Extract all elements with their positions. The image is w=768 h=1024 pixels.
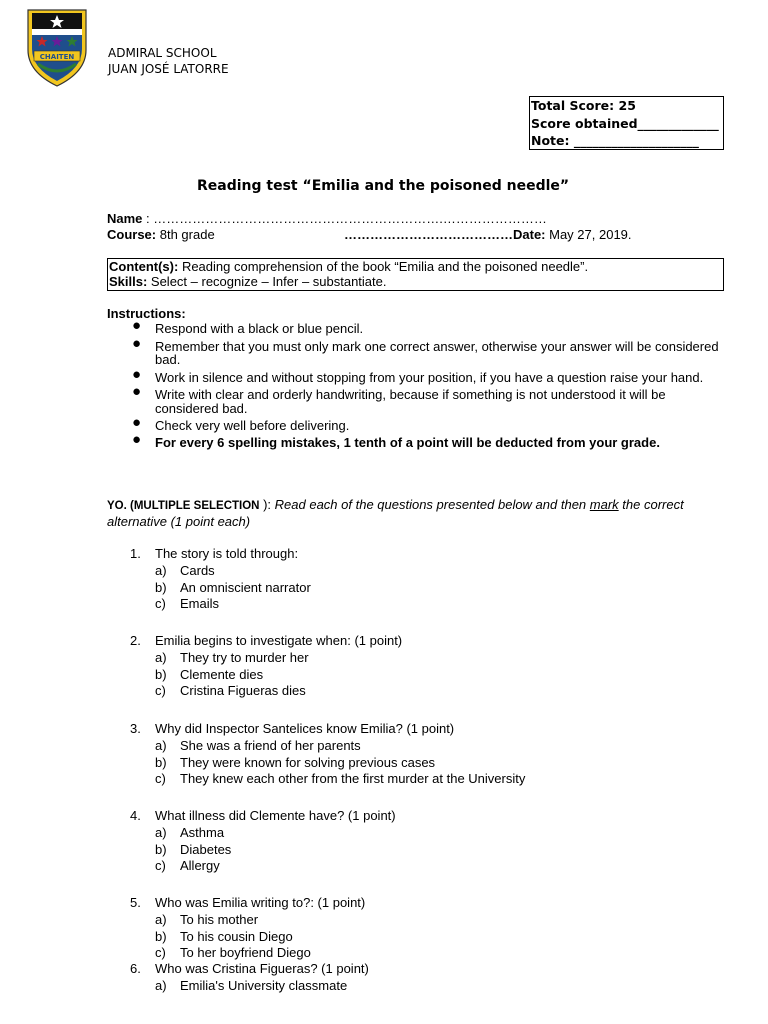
school-name-line1: ADMIRAL SCHOOL [108,46,217,60]
answer-option[interactable] [155,771,525,788]
answer-option[interactable] [155,842,231,859]
bullet-icon: ● [132,317,142,334]
option-letter: b) [155,579,167,595]
skills-value: Select – recognize – Infer – substantiate. [147,274,387,289]
answer-option[interactable] [155,978,347,995]
instruction-item [130,334,720,367]
option-text: Asthma [180,824,225,840]
content-skills-box [107,258,724,291]
course-value: 8th grade [156,227,215,242]
bullet-icon: ● [132,365,142,383]
answer-option[interactable] [155,755,435,772]
instruction-text: Respond with a black or blue pencil. [155,321,364,336]
section-label: YO. (MULTIPLE SELECTION [107,500,260,512]
option-text: They try to murder her [180,649,309,665]
question-number: 4. [130,808,141,823]
section-text-before: Read each of the questions presented below and then [274,497,590,512]
instruction-item [130,365,720,385]
answer-option[interactable] [155,667,263,684]
option-text: Emilia's University classmate [180,977,348,993]
option-text: Clemente dies [180,666,264,682]
contents-label: Content(s): [109,259,179,274]
option-letter: a) [155,824,167,840]
option-letter: a) [155,649,167,665]
option-text: To his cousin Diego [180,928,293,944]
option-letter: b) [155,841,167,857]
school-crest-logo [24,6,90,88]
bullet-icon: ● [132,430,142,448]
instruction-text: Work in silence and without stopping from your position, if you have a question raise your hand. [155,369,704,385]
name-row[interactable] [107,211,547,226]
test-title-text: Reading test “Emilia and the poisoned needle” [197,178,570,194]
option-text: Cards [180,562,215,578]
skills-line [108,274,723,289]
option-letter: b) [155,928,167,944]
option-letter: a) [155,562,167,578]
option-text: Emails [180,596,220,612]
date-dots: ………………………………… [344,227,513,242]
question-text: What illness did Clemente have? (1 point) [155,808,396,823]
answer-option[interactable] [155,825,224,842]
option-letter: b) [155,754,167,770]
question-text: Emilia begins to investigate when: (1 point) [155,633,403,648]
answer-option[interactable] [155,945,311,962]
score-obtained[interactable]: Score obtained_____________ [531,115,719,131]
option-letter: c) [155,683,166,699]
option-text: She was a friend of her parents [180,737,361,753]
answer-option[interactable] [155,580,311,597]
instruction-text: Remember that you must only mark one correct answer, otherwise your answer will be considered bad. [155,338,719,367]
option-letter: c) [155,945,166,961]
option-text: Allergy [180,858,220,874]
option-letter: a) [155,911,167,927]
question-number: 6. [130,961,141,976]
crest-text: CHAITEN [39,53,75,61]
school-name-line2: JUAN JOSÉ LATORRE [108,62,229,76]
total-score: Total Score: 25 [531,98,636,113]
course-date-row [107,227,215,242]
question-number: 1. [130,546,141,561]
question-text: The story is told through: [155,546,299,561]
option-text: To his mother [180,911,259,927]
bullet-icon: ● [132,383,142,400]
option-text: To her boyfriend Diego [180,945,311,961]
section-text-underlined: mark [589,497,619,512]
name-value[interactable]: : ………………………………………………………….…………………… [142,211,547,226]
contents-line [108,259,723,274]
answer-option[interactable] [155,596,219,613]
question-text: Why did Inspector Santelices know Emilia? (1 point) [155,721,455,736]
name-label: Name [107,211,143,226]
bullet-icon: ● [132,334,142,352]
option-letter: b) [155,666,167,682]
school-name [108,45,229,77]
option-letter: c) [155,858,166,874]
date-value: May 27, 2019. [545,227,632,242]
question-text: Who was Cristina Figueras? (1 point) [155,961,369,976]
answer-option[interactable] [155,912,258,929]
answer-option[interactable] [155,858,220,875]
instruction-text: Check very well before delivering. [155,418,350,433]
bullet-icon: ● [132,414,142,431]
instructions-list [130,317,720,453]
option-letter: a) [155,737,167,753]
date-label: Date: [513,227,546,242]
instruction-item [130,414,720,433]
option-text: They knew each other from the first murder at the University [180,771,526,787]
section-text-after: the correct alternative (1 point each) [107,497,684,529]
question-number: 3. [130,721,141,736]
answer-option[interactable] [155,650,309,667]
instruction-item [130,430,720,450]
date-field [344,227,632,242]
option-text: Cristina Figueras dies [180,683,306,699]
instruction-text: Write with clear and orderly handwriting, because if something is not understood it will be considered bad. [155,387,666,416]
answer-option[interactable] [155,563,215,580]
question-text: Who was Emilia writing to?: (1 point) [155,895,366,910]
score-box [529,96,724,150]
contents-value: Reading comprehension of the book “Emilia and the poisoned needle”. [178,259,589,274]
option-letter: c) [155,596,166,612]
answer-option[interactable] [155,929,293,946]
section-heading [107,497,727,530]
course-label: Course: [107,227,157,242]
skills-label: Skills: [109,274,148,289]
instruction-item [130,317,720,336]
instruction-item [130,383,720,416]
note-field[interactable]: Note: ____________________ [531,133,699,148]
option-letter: c) [155,771,166,787]
question-number: 5. [130,895,141,910]
question-number: 2. [130,633,141,648]
option-letter: a) [155,977,167,993]
section-paren: ): [259,497,275,512]
option-text: They were known for solving previous cases [180,754,436,770]
option-text: Diabetes [180,841,232,857]
answer-option[interactable] [155,738,361,755]
instruction-text: For every 6 spelling mistakes, 1 tenth of a point will be deducted from your grade. [155,434,660,450]
instructions-heading: Instructions: [107,306,186,321]
option-text: An omniscient narrator [180,579,311,595]
answer-option[interactable] [155,683,306,700]
